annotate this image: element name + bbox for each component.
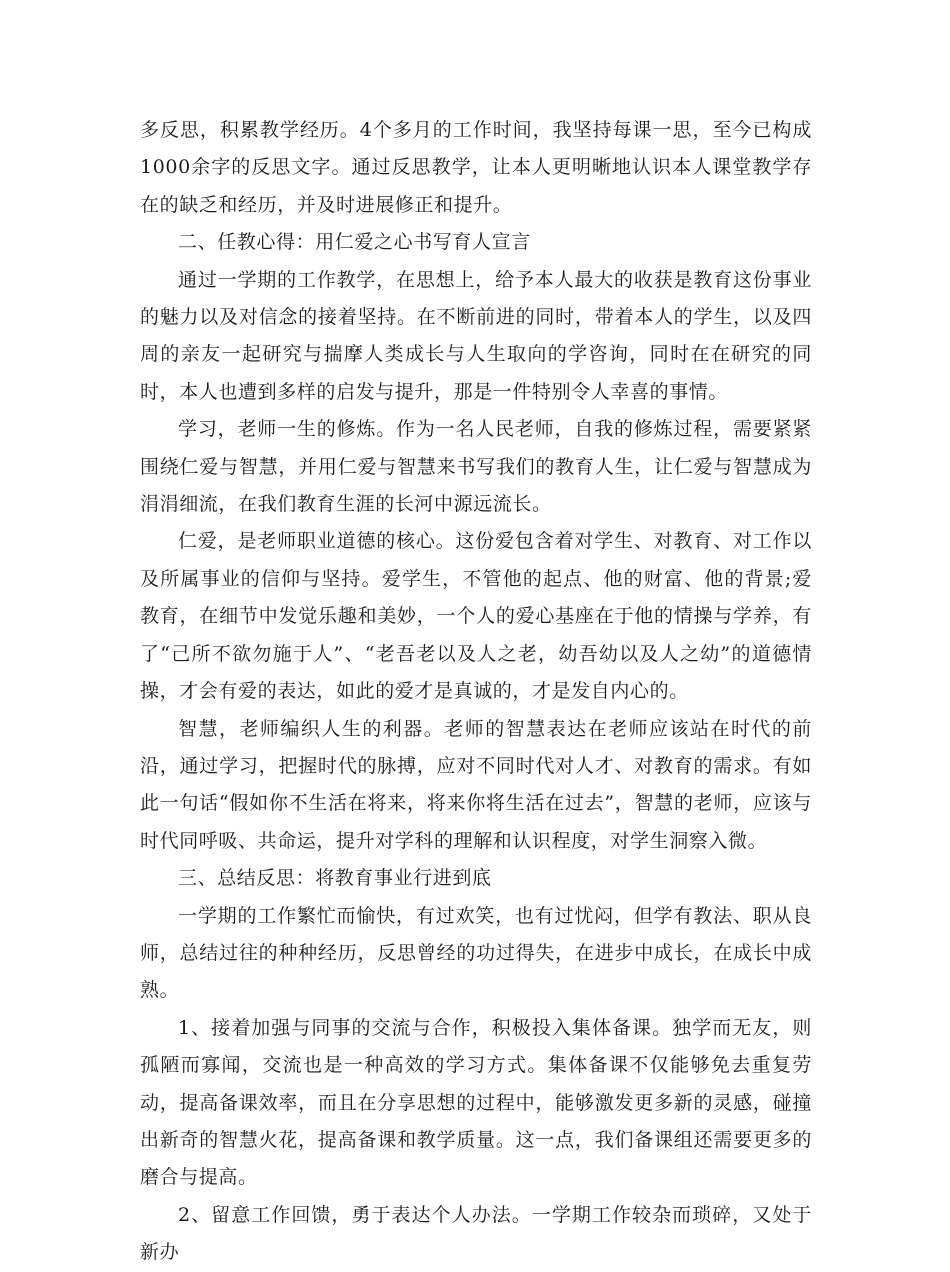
paragraph-item-2-feedback: 2、留意工作回馈，勇于表达个人办法。一学期工作较杂而琐碎，又处于新办 xyxy=(140,1203,812,1264)
paragraph-semester-gains: 通过一学期的工作教学，在思想上，给予本人最大的收获是教育这份事业的魅力以及对信念的接着坚持。在不断前进的同时，带着本人的学生，以及四周的亲友一起研究与揣摩人类成长与人生取向的学咨询，同时在在研究的同时，本人也遭到多样的启发与提升，那是一件特别令人幸喜的事情。 xyxy=(140,268,812,403)
paragraph-semester-summary: 一学期的工作繁忙而愉快，有过欢笑，也有过忧闷，但学有教法、职从良师，总结过往的种种经历，反思曾经的功过得失，在进步中成长，在成长中成熟。 xyxy=(140,904,812,1002)
paragraph-learning: 学习，老师一生的修炼。作为一名人民老师，自我的修炼过程，需要紧紧围绕仁爱与智慧，并用仁爱与智慧来书写我们的教育人生，让仁爱与智慧成为涓涓细流，在我们教育生涯的长河中源远流长。 xyxy=(140,418,812,516)
document-body xyxy=(140,112,812,1272)
paragraph-reflection-continued: 多反思，积累教学经历。4个多月的工作时间，我坚持每课一思，至今已构成1000余字的反思文字。通过反思教学，让本人更明晰地认识本人课堂教学存在的缺乏和经历，并及时进展修正和提升。 xyxy=(140,119,812,216)
paragraph-benevolence: 仁爱，是老师职业道德的核心。这份爱包含着对学生、对教育、对工作以及所属事业的信仰与坚持。爱学生，不管他的起点、他的财富、他的背景;爱教育，在细节中发觉乐趣和美妙，一个人的爱心基座在于他的情操与学养，有了“己所不欲勿施于人”、“老吾老以及人之老，幼吾幼以及人之幼”的道德情操，才会有爱的表达，如此的爱才是真诚的，才是发自内心的。 xyxy=(140,530,812,703)
paragraph-item-1-collaboration: 1、接着加强与同事的交流与合作，积极投入集体备课。独学而无友，则孤陋而寡闻，交流也是一种高效的学习方式。集体备课不仅能够免去重复劳动，提高备课效率，而且在分享思想的过程中，能够激发更多新的灵感，碰撞出新奇的智慧火花，提高备课和教学质量。这一点，我们备课组还需要更多的磨合与提高。 xyxy=(140,1016,812,1189)
paragraph-wisdom: 智慧，老师编织人生的利器。老师的智慧表达在老师应该站在时代的前沿，通过学习，把握时代的脉搏，应对不同时代对人才、对教育的需求。有如此一句话“假如你不生活在将来，将来你将生活在过去”，智慧的老师，应该与时代同呼吸、共命运，提升对学科的理解和认识程度，对学生洞察入微。 xyxy=(140,717,812,852)
section-heading-summary-reflection: 三、总结反思：将教育事业行进到底 xyxy=(178,867,492,890)
section-heading-teaching-insights: 二、任教心得：用仁爱之心书写育人宣言 xyxy=(178,231,531,254)
